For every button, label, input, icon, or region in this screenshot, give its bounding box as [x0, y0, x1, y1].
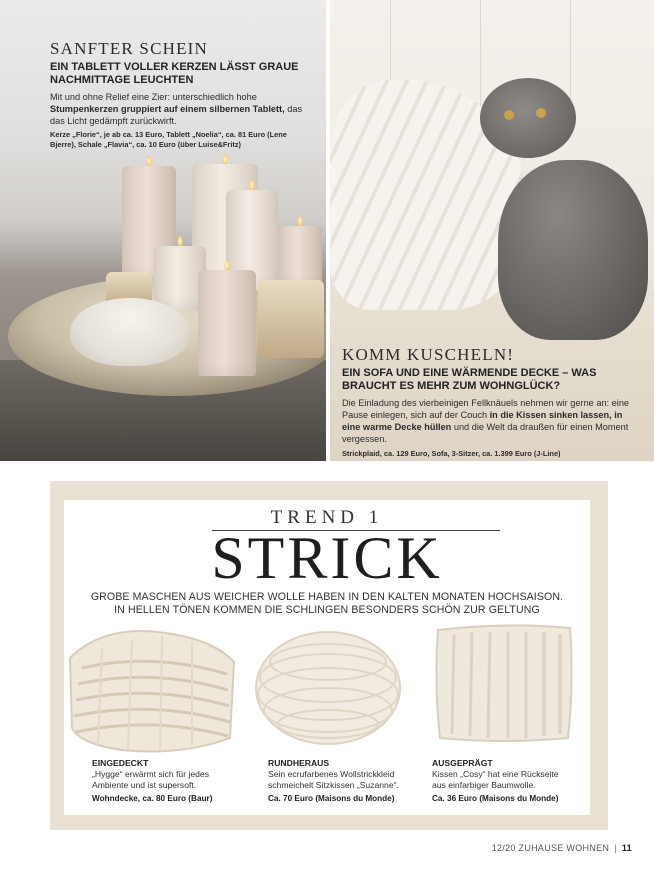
- trend-intro-line: IN HELLEN TÖNEN KOMMEN DIE SCHLINGEN BESONDERS SCHÖN ZUR GELTUNG: [114, 604, 540, 617]
- flame-icon: [250, 180, 255, 190]
- left-body: [50, 91, 310, 127]
- left-body-part: das das Licht gedämpft zurückwirft.: [50, 104, 303, 127]
- left-body-bold: Stumpenkerzen gruppiert auf einem silbernen Tablett,: [50, 104, 285, 115]
- right-body: [342, 397, 632, 446]
- product-price: Wohndecke, ca. 80 Euro (Baur): [92, 794, 213, 804]
- product-eingedeckt: [92, 758, 257, 803]
- product-description-line: aus einfarbiger Baumwolle.: [432, 780, 536, 791]
- product-description: [92, 769, 257, 791]
- right-body-bold: in die Kissen sinken lassen, in eine warme Decke hüllen: [342, 410, 623, 433]
- cat-eye: [504, 110, 514, 120]
- candle: [198, 270, 256, 376]
- product-description-line: „Hygge“ erwärmt sich für jedes: [92, 769, 210, 779]
- flame-icon: [178, 236, 183, 246]
- product-heading: AUSGEPRÄGT: [432, 758, 493, 768]
- right-body-part: und die Welt da draußen für einen Moment vergessen.: [342, 422, 629, 445]
- right-subhead: EIN SOFA UND EINE WÄRMENDE DECKE – WAS BRAUCHT ES MEHR ZUM WOHNGLÜCK?: [342, 366, 597, 392]
- left-body-part: Mit und ohne Relief eine Zier: unterschiedlich hohe: [50, 92, 257, 103]
- wall-panel-line: [480, 0, 481, 110]
- trend-intro-line: GROBE MASCHEN AUS WEICHER WOLLE HABEN IN DEN KALTEN MONATEN HOCHSAISON.: [90, 591, 564, 603]
- magazine-name: ZUHAUSE WOHNEN: [518, 843, 610, 853]
- left-caption: [50, 40, 310, 150]
- page-number: 11: [621, 843, 632, 853]
- hand-bowl: [70, 298, 190, 366]
- flame-icon: [147, 156, 152, 166]
- left-credit: Kerze „Florie“, je ab ca. 13 Euro, Tablett „Noelia“, ca. 81 Euro (Lene Bjerre), Schale „Flavia“, ca. 10 Euro (über Luise&Fritz): [50, 130, 287, 150]
- product-description: [268, 769, 433, 791]
- right-caption: [342, 346, 632, 458]
- product-price: Ca. 36 Euro (Maisons du Monde): [432, 794, 559, 804]
- flame-icon: [223, 154, 228, 164]
- wall-panel-line: [570, 0, 571, 110]
- right-headline: KOMM KUSCHELN!: [342, 345, 515, 364]
- trend-label: TREND 1: [270, 507, 384, 528]
- issue-number: 12/20: [491, 843, 516, 853]
- product-price: Ca. 70 Euro (Maisons du Monde): [268, 794, 395, 804]
- cat-head: [480, 78, 576, 158]
- trend-title: STRICK: [211, 525, 443, 591]
- product-ausgepraegt: [432, 758, 597, 803]
- product-heading: RUNDHERAUS: [268, 758, 330, 768]
- product-description: [432, 769, 597, 791]
- knit-throw-image: [62, 618, 240, 758]
- cat: [498, 160, 648, 340]
- knit-pouf-image: [252, 622, 404, 747]
- right-credit: Strickplaid, ca. 129 Euro, Sofa, 3-Sitzer, ca. 1.399 Euro (J-Line): [342, 448, 561, 458]
- knit-cushion-image: [432, 622, 576, 744]
- product-description-line: Ambiente und ist supersoft.: [92, 780, 197, 791]
- trend-intro: [70, 591, 584, 617]
- footer-separator: |: [614, 843, 617, 853]
- flame-icon: [298, 216, 303, 226]
- left-headline: SANFTER SCHEIN: [50, 39, 209, 58]
- product-heading: EINGEDECKT: [92, 758, 149, 768]
- product-description-line: schmeichelt Sitzkissen „Suzanne“.: [268, 780, 399, 791]
- product-description-line: Sein ecrufarbenes Wollstrickkleid: [268, 769, 395, 779]
- product-description-line: Kissen „Cosy“ hat eine Rückseite: [432, 769, 559, 779]
- left-subhead: EIN TABLETT VOLLER KERZEN LÄSST GRAUE NACHMITTAGE LEUCHTEN: [50, 60, 299, 86]
- flame-icon: [225, 260, 230, 270]
- candle: [278, 226, 322, 288]
- glass-votive: [258, 280, 324, 358]
- cat-eye: [536, 108, 546, 118]
- product-rundheraus: [268, 758, 433, 803]
- right-body-part: Die Einladung des vierbeinigen Fellknäuels nehmen wir gerne an: eine Pause einlegen, sich auf der Couch: [342, 398, 630, 421]
- page-footer: [492, 843, 632, 853]
